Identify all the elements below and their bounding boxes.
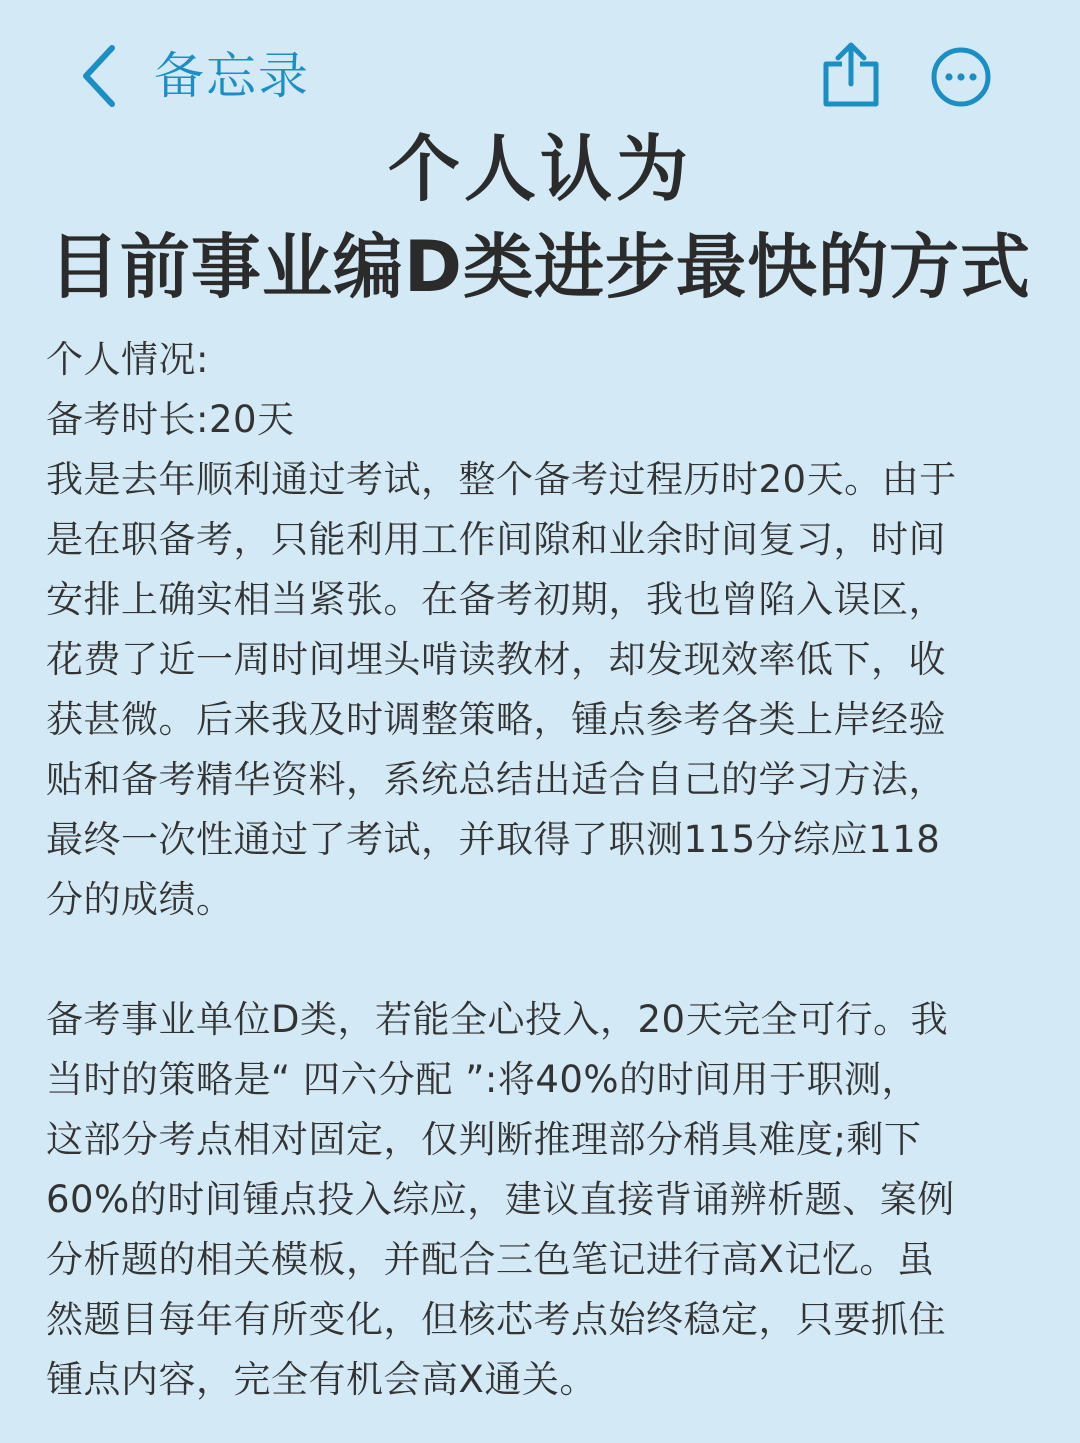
text-line: 当时的策略是“ 四六分配 ”:将40%的时间用于职测， (46, 1058, 920, 1101)
text-line: 获甚微。后来我及时调整策略，锺点参考各类上岸经验 (46, 698, 946, 741)
text-line: 贴和备考精华资料，系统总结出适合自己的学习方法， (46, 758, 946, 801)
text-line: 分析题的相关模板，并配合三色笔记进行高X记忆。虽 (46, 1238, 935, 1281)
chevron-left-icon (74, 40, 126, 112)
back-button[interactable] (74, 40, 310, 112)
note-title-line-2: 目前事业编D类进步最快的方式 (48, 226, 1032, 308)
text-line: 然题目每年有所变化，但核芯考点始终稳定，只要抓住 (46, 1298, 946, 1341)
text-line: 花费了近一周时间埋头啃读教材，却发现效率低下，收 (46, 638, 946, 681)
text-line: 个人情况: (46, 338, 209, 381)
text-line: 我是去年顺利通过考试，整个备考过程历时20天。由于 (46, 458, 957, 501)
text-line: 是在职备考，只能利用工作间隙和业余时间复习，时间 (46, 518, 946, 561)
navigation-bar (0, 0, 1080, 130)
text-line: 分的成绩。 (46, 878, 234, 921)
share-icon[interactable] (822, 42, 880, 108)
text-line: 备考时长:20天 (46, 398, 295, 441)
back-label: 备忘录 (154, 47, 310, 105)
text-line: 安排上确实相当紧张。在备考初期，我也曾陷入误区， (46, 578, 946, 621)
text-line: 最终一次性通过了考试，并取得了职测115分综应118 (46, 818, 941, 861)
text-line: 锺点内容，完全有机会高X通关。 (46, 1358, 597, 1401)
paragraph-2 (46, 990, 1036, 1410)
note-title-line-1: 个人认为 (387, 127, 692, 211)
paragraph-1 (46, 330, 1036, 930)
text-line: 备考事业单位D类，若能全心投入，20天完全可行。我 (46, 998, 949, 1041)
text-line: 60%的时间锺点投入综应，建议直接背诵辨析题、案例 (46, 1178, 955, 1221)
note-body[interactable] (46, 330, 1036, 1410)
paragraph-spacer (46, 930, 1036, 990)
text-line: 这部分考点相对固定，仅判断推理部分稍具难度;剩下 (46, 1118, 922, 1161)
more-icon[interactable] (930, 46, 992, 108)
